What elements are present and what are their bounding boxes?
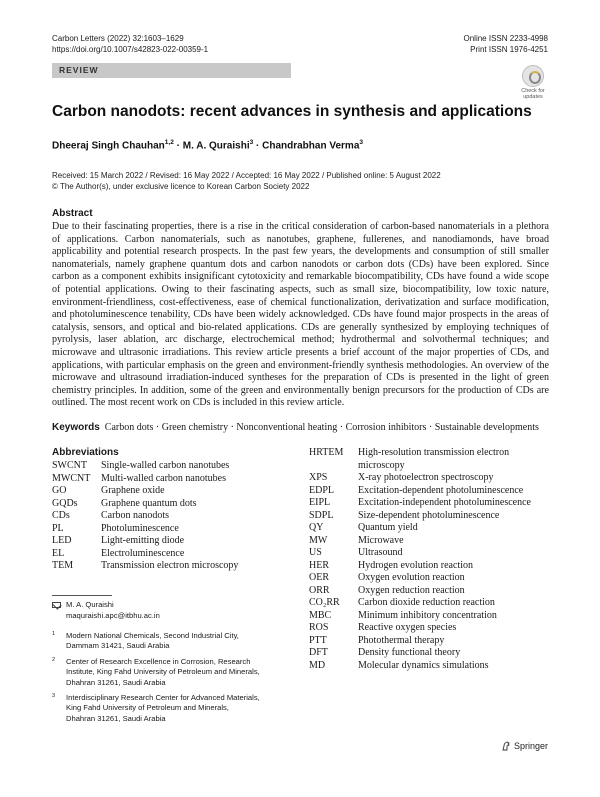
author-list xyxy=(52,139,363,151)
abbreviation-row xyxy=(309,497,553,510)
abbreviation-definition: Quantum yield xyxy=(358,522,418,533)
affiliation-number: 3 xyxy=(52,693,56,699)
abbreviation-definition: Oxygen reduction reaction xyxy=(358,584,465,596)
print-issn: Print ISSN 1976-4251 xyxy=(470,45,548,54)
abbreviation-definition: Minimum inhibitory concentration xyxy=(358,609,497,621)
abbreviation-term: ORR xyxy=(309,584,330,596)
affiliation-line: Interdisciplinary Research Center for Advanced Materials, xyxy=(66,693,260,702)
abbreviation-term: SDPL xyxy=(309,509,334,521)
springer-horse-icon xyxy=(501,741,511,751)
affiliation xyxy=(52,657,276,688)
abbreviation-row xyxy=(52,510,291,523)
abbreviation-term: EL xyxy=(52,547,65,559)
online-issn: Online ISSN 2233-4998 xyxy=(463,34,548,43)
abbreviation-row xyxy=(309,560,553,573)
abbreviation-term: MD xyxy=(309,659,326,671)
author-name[interactable]: Dheeraj Singh Chauhan xyxy=(52,140,165,152)
abbreviation-term: EDPL xyxy=(309,484,334,496)
abbreviation-row xyxy=(52,523,291,536)
abbreviation-row xyxy=(309,522,553,535)
abbreviation-term: PL xyxy=(52,522,64,534)
abbreviation-term: QY xyxy=(309,522,324,533)
abbreviation-term: PTT xyxy=(309,634,327,646)
abbreviation-row xyxy=(309,635,553,648)
abbreviation-definition: Multi-walled carbon nanotubes xyxy=(101,472,226,484)
abbreviation-row xyxy=(309,485,553,498)
abbreviation-row xyxy=(52,535,291,548)
abbreviation-term: EIPL xyxy=(309,497,331,508)
abbreviation-term: TEM xyxy=(52,560,74,571)
corresponding-email[interactable]: maquraishi.apc@itbhu.ac.in xyxy=(66,610,160,620)
abbreviation-definition: Light-emitting diode xyxy=(101,535,185,546)
author-separator: · xyxy=(173,140,183,152)
publisher-name: Springer xyxy=(513,741,548,751)
publisher-mark xyxy=(501,741,548,751)
abbreviation-definition: Single-walled carbon nanotubes xyxy=(101,460,230,471)
abbreviation-definition: Graphene quantum dots xyxy=(101,497,197,509)
abbreviation-row xyxy=(52,560,291,573)
keywords-line xyxy=(52,422,539,433)
abbreviation-definition: Size-dependent photoluminescence xyxy=(358,509,500,521)
affiliation-line: Institute, King Fahd University of Petroleum and Minerals, xyxy=(66,667,260,677)
footnote-divider xyxy=(52,595,112,596)
abbreviation-term: ROS xyxy=(309,622,329,633)
abbreviation-term: GO xyxy=(52,485,67,496)
author-affiliation-ref: 3 xyxy=(249,139,254,146)
check-updates-icon xyxy=(522,65,544,87)
abbreviation-definition: Graphene oxide xyxy=(101,485,165,496)
abbreviation-definition: Reactive oxygen species xyxy=(358,622,457,633)
abbreviation-definition: Carbon nanodots xyxy=(101,510,170,521)
affiliation-line: Dammam 31421, Saudi Arabia xyxy=(66,641,170,651)
abbreviation-row xyxy=(309,472,553,485)
author-affiliation-ref: 3 xyxy=(359,139,364,146)
abbreviation-definition: Hydrogen evolution reaction xyxy=(358,559,473,571)
abbreviation-definition: Oxygen evolution reaction xyxy=(358,572,465,583)
journal-header xyxy=(52,33,208,55)
keywords-label: Keywords xyxy=(52,422,100,433)
abbreviation-row xyxy=(309,572,553,585)
abbreviation-definition: Photoluminescence xyxy=(101,522,179,534)
abbreviation-term: LED xyxy=(52,535,72,546)
abbreviations-heading: Abbreviations xyxy=(52,447,119,458)
check-updates-label: Check for updates xyxy=(521,88,545,100)
doi-link[interactable]: https://doi.org/10.1007/s42823-022-00359-1 xyxy=(52,45,209,54)
abbreviation-row xyxy=(309,647,553,660)
abbreviation-term: US xyxy=(309,547,322,558)
abbreviation-term: SWCNT xyxy=(52,460,87,471)
abbreviation-term: OER xyxy=(309,572,329,583)
abbreviation-row xyxy=(52,548,291,561)
correspondence-block xyxy=(52,600,160,621)
abbreviation-definition: High-resolution transmission electron microscopy xyxy=(358,447,510,471)
affiliation xyxy=(52,631,276,652)
publication-history xyxy=(52,170,441,192)
abbreviation-row xyxy=(52,460,291,473)
affiliation xyxy=(52,693,276,724)
abbreviation-definition: Molecular dynamics simulations xyxy=(358,659,489,671)
affiliation-line: Dhahran 31261, Saudi Arabia xyxy=(66,677,166,687)
author-name[interactable]: M. A. Quraishi xyxy=(182,140,250,152)
keywords-text: Carbon dots · Green chemistry · Nonconventional heating · Corrosion inhibitors · Sustainable developments xyxy=(104,422,539,433)
issn-block xyxy=(464,33,549,55)
abstract-text: Due to their fascinating properties, there is a rise in the critical consideration of carbon-based nanomaterials in a plethora of applications. Carbon nanomaterials, such as nanotubes, graphene, fullerenes, and nanodiamonds, have broad applicability and potential research prospects. In the past few years, the developments and consumption of still smaller nanomaterials, namely graphene quantum dots and carbon nanodots or carbon dots (CDs) have been explored. Since carbon as a component exhibits insignificant cytotoxicity and remarkable biocompatibility, CDs have found a wide scope of potential applications. Owing to their fascinating aspects, such as small size, biocompatibility, low toxic nature, environment-friendliness, cost-effectiveness, ease of chemical functionalization, derivatization and surface modification, and photoluminescence tenability, CDs have been widely acknowledged. CDs have found major prospects in the areas of catalysis, sensors, and optical and bio-related applications. CDs are generally synthesized by employing techniques of pyrolysis, laser ablation, arc discharge, electrochemical method; hydrothermal and solvothermal techniques; and microwave and ultrasonic irradiations. This review article presents a brief account of the major properties of CDs, and applications, with particular emphasis on the green and environment-friendly synthesis methodologies. An overview of the microwave and ultrasound irradiation-induced syntheses for the preparation of CDs is presented in the light of green chemistry principles. In addition, some of the green and environmentally benign precursors for the production of CDs are outlined. The most recent work on CDs is included in this review article. xyxy=(52,221,549,409)
copyright-line: © The Author(s), under exclusive licence to Korean Carbon Society 2022 xyxy=(52,182,310,191)
author-separator: · xyxy=(253,140,263,152)
abbreviation-row xyxy=(309,610,553,623)
abbreviation-term: DFT xyxy=(309,647,328,658)
dates-line: Received: 15 March 2022 / Revised: 16 May 2022 / Accepted: 16 May 2022 / Published online: 5 August 2022 xyxy=(52,171,441,180)
abbreviation-row xyxy=(52,485,291,498)
affiliation-line: Center of Research Excellence in Corrosion, Research xyxy=(66,657,251,666)
abbreviation-term: CO₂RR xyxy=(309,597,340,608)
abbreviation-definition: Electroluminescence xyxy=(101,547,185,559)
abbreviation-row xyxy=(52,473,291,486)
abbreviation-definition: Transmission electron microscopy xyxy=(101,560,239,571)
article-title: Carbon nanodots: recent advances in synthesis and applications xyxy=(52,103,532,120)
affiliation-number: 1 xyxy=(52,631,56,637)
abbreviation-definition: Excitation-independent photoluminescence xyxy=(358,497,531,508)
corresponding-author: M. A. Quraishi xyxy=(66,600,114,609)
abbreviation-definition: Microwave xyxy=(358,534,404,546)
abbreviation-term: MW xyxy=(309,534,328,546)
section-label-bar xyxy=(52,63,291,78)
affiliation-number: 2 xyxy=(52,657,56,663)
abbreviation-term: HRTEM xyxy=(309,447,344,458)
abbreviation-definition: Ultrasound xyxy=(358,547,403,558)
abbreviation-row xyxy=(309,660,553,673)
abbreviation-term: CDs xyxy=(52,510,70,521)
abbreviation-row xyxy=(309,585,553,598)
author-name[interactable]: Chandrabhan Verma xyxy=(262,140,360,152)
affiliation-line: Modern National Chemicals, Second Industrial City, xyxy=(66,631,239,640)
abbreviations-list-right xyxy=(309,447,553,672)
abbreviation-term: GQDs xyxy=(52,497,78,509)
abbreviation-term: MBC xyxy=(309,609,332,621)
abbreviations-list-left xyxy=(52,460,291,573)
abbreviation-row xyxy=(309,535,553,548)
check-for-updates-button[interactable] xyxy=(516,65,550,99)
envelope-icon xyxy=(52,602,61,608)
abbreviation-definition: Photothermal therapy xyxy=(358,634,445,646)
abbreviation-term: XPS xyxy=(309,472,328,483)
abbreviation-term: HER xyxy=(309,559,329,571)
abbreviation-row xyxy=(309,510,553,523)
affiliation-line: Dhahran 31261, Saudi Arabia xyxy=(66,713,166,723)
abbreviation-definition: Density functional theory xyxy=(358,647,461,658)
abbreviation-term: MWCNT xyxy=(52,472,91,484)
abbreviation-row xyxy=(309,547,553,560)
abbreviation-definition: X-ray photoelectron spectroscopy xyxy=(358,472,494,483)
abbreviation-row xyxy=(309,622,553,635)
section-label: REVIEW xyxy=(59,65,99,75)
abbreviation-definition: Carbon dioxide reduction reaction xyxy=(358,597,495,608)
abbreviation-row xyxy=(52,498,291,511)
abbreviation-row xyxy=(309,597,553,610)
affiliation-line: King Fahd University of Petroleum and Minerals, xyxy=(66,703,229,713)
abbreviation-row xyxy=(309,447,553,472)
abstract-heading: Abstract xyxy=(52,208,93,219)
journal-citation: Carbon Letters (2022) 32:1603–1629 xyxy=(52,34,184,43)
author-affiliation-ref: 1,2 xyxy=(164,139,174,146)
abbreviation-definition: Excitation-dependent photoluminescence xyxy=(358,484,524,496)
